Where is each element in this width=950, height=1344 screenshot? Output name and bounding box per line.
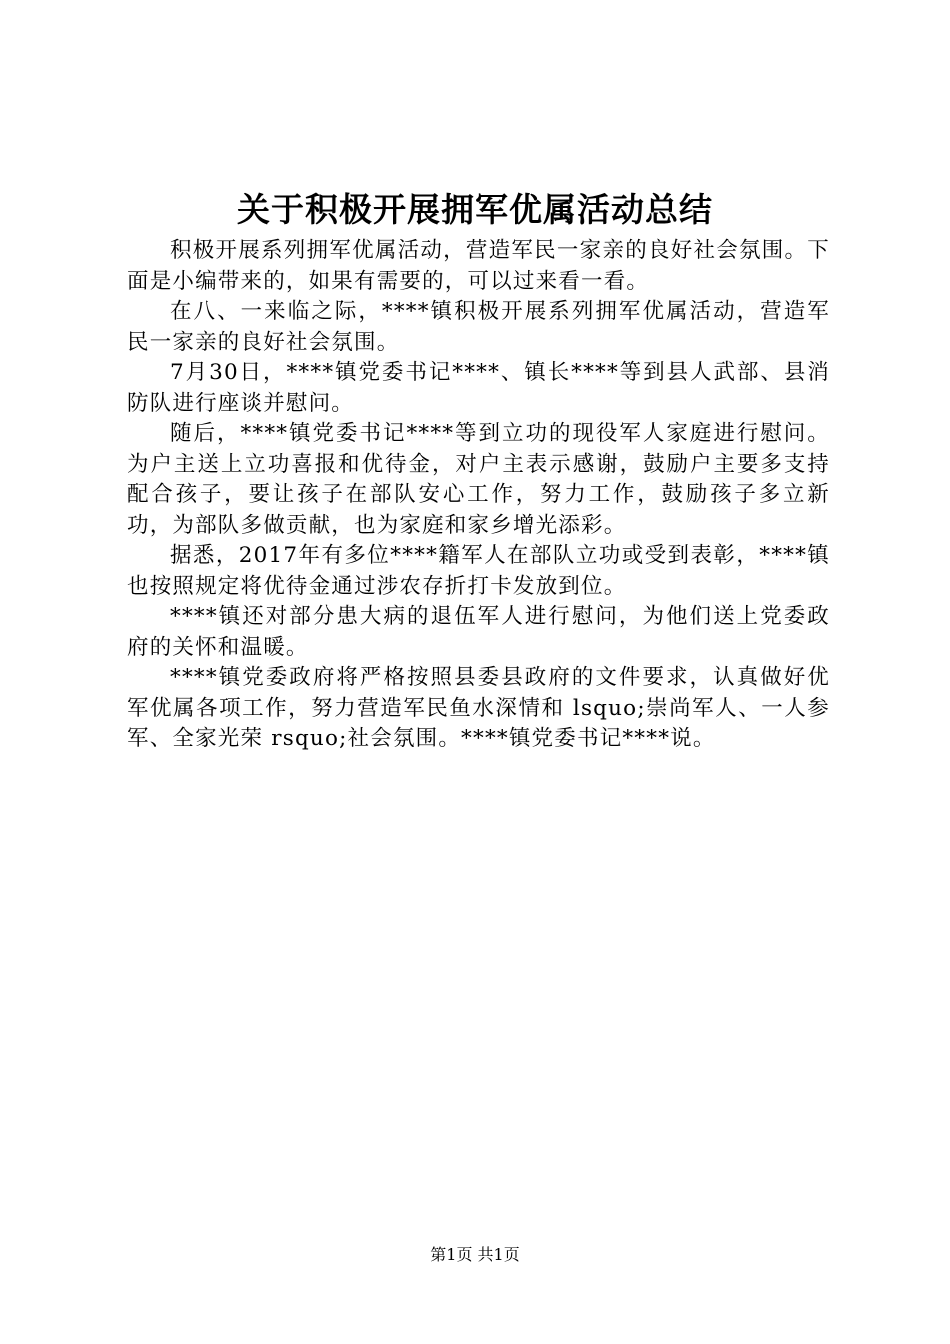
paragraph: 随后，****镇党委书记****等到立功的现役军人家庭进行慰问。为户主送上立功喜报和优待金，对户主表示感谢，鼓励户主要多支持配合孩子，要让孩子在部队安心工作，努力工作，鼓励孩子多立新功，为部队多做贡献，也为家庭和家乡增光添彩。 (127, 421, 830, 538)
paragraph: ****镇党委政府将严格按照县委县政府的文件要求，认真做好优军优属各项工作，努力营造军民鱼水深情和 lsquo;崇尚军人、一人参军、全家光荣 rsquo;社会氛围。****镇党委书记****说。 (127, 665, 830, 751)
paragraph: 7月30日，****镇党委书记****、镇长****等到县人武部、县消防队进行座谈并慰问。 (127, 360, 830, 416)
paragraph: 积极开展系列拥军优属活动，营造军民一家亲的良好社会氛围。下面是小编带来的，如果有需要的，可以过来看一看。 (127, 238, 830, 294)
document-body (127, 236, 830, 755)
paragraph: 在八、一来临之际，****镇积极开展系列拥军优属活动，营造军民一家亲的良好社会氛围。 (127, 299, 830, 355)
paragraph: 据悉，2017年有多位****籍军人在部队立功或受到表彰，****镇也按照规定将优待金通过涉农存折打卡发放到位。 (127, 543, 830, 599)
document-title: 关于积极开展拥军优属活动总结 (237, 190, 713, 229)
page-footer: 第1页 共1页 (430, 1245, 520, 1264)
paragraph: ****镇还对部分患大病的退伍军人进行慰问，为他们送上党委政府的关怀和温暖。 (127, 604, 830, 660)
